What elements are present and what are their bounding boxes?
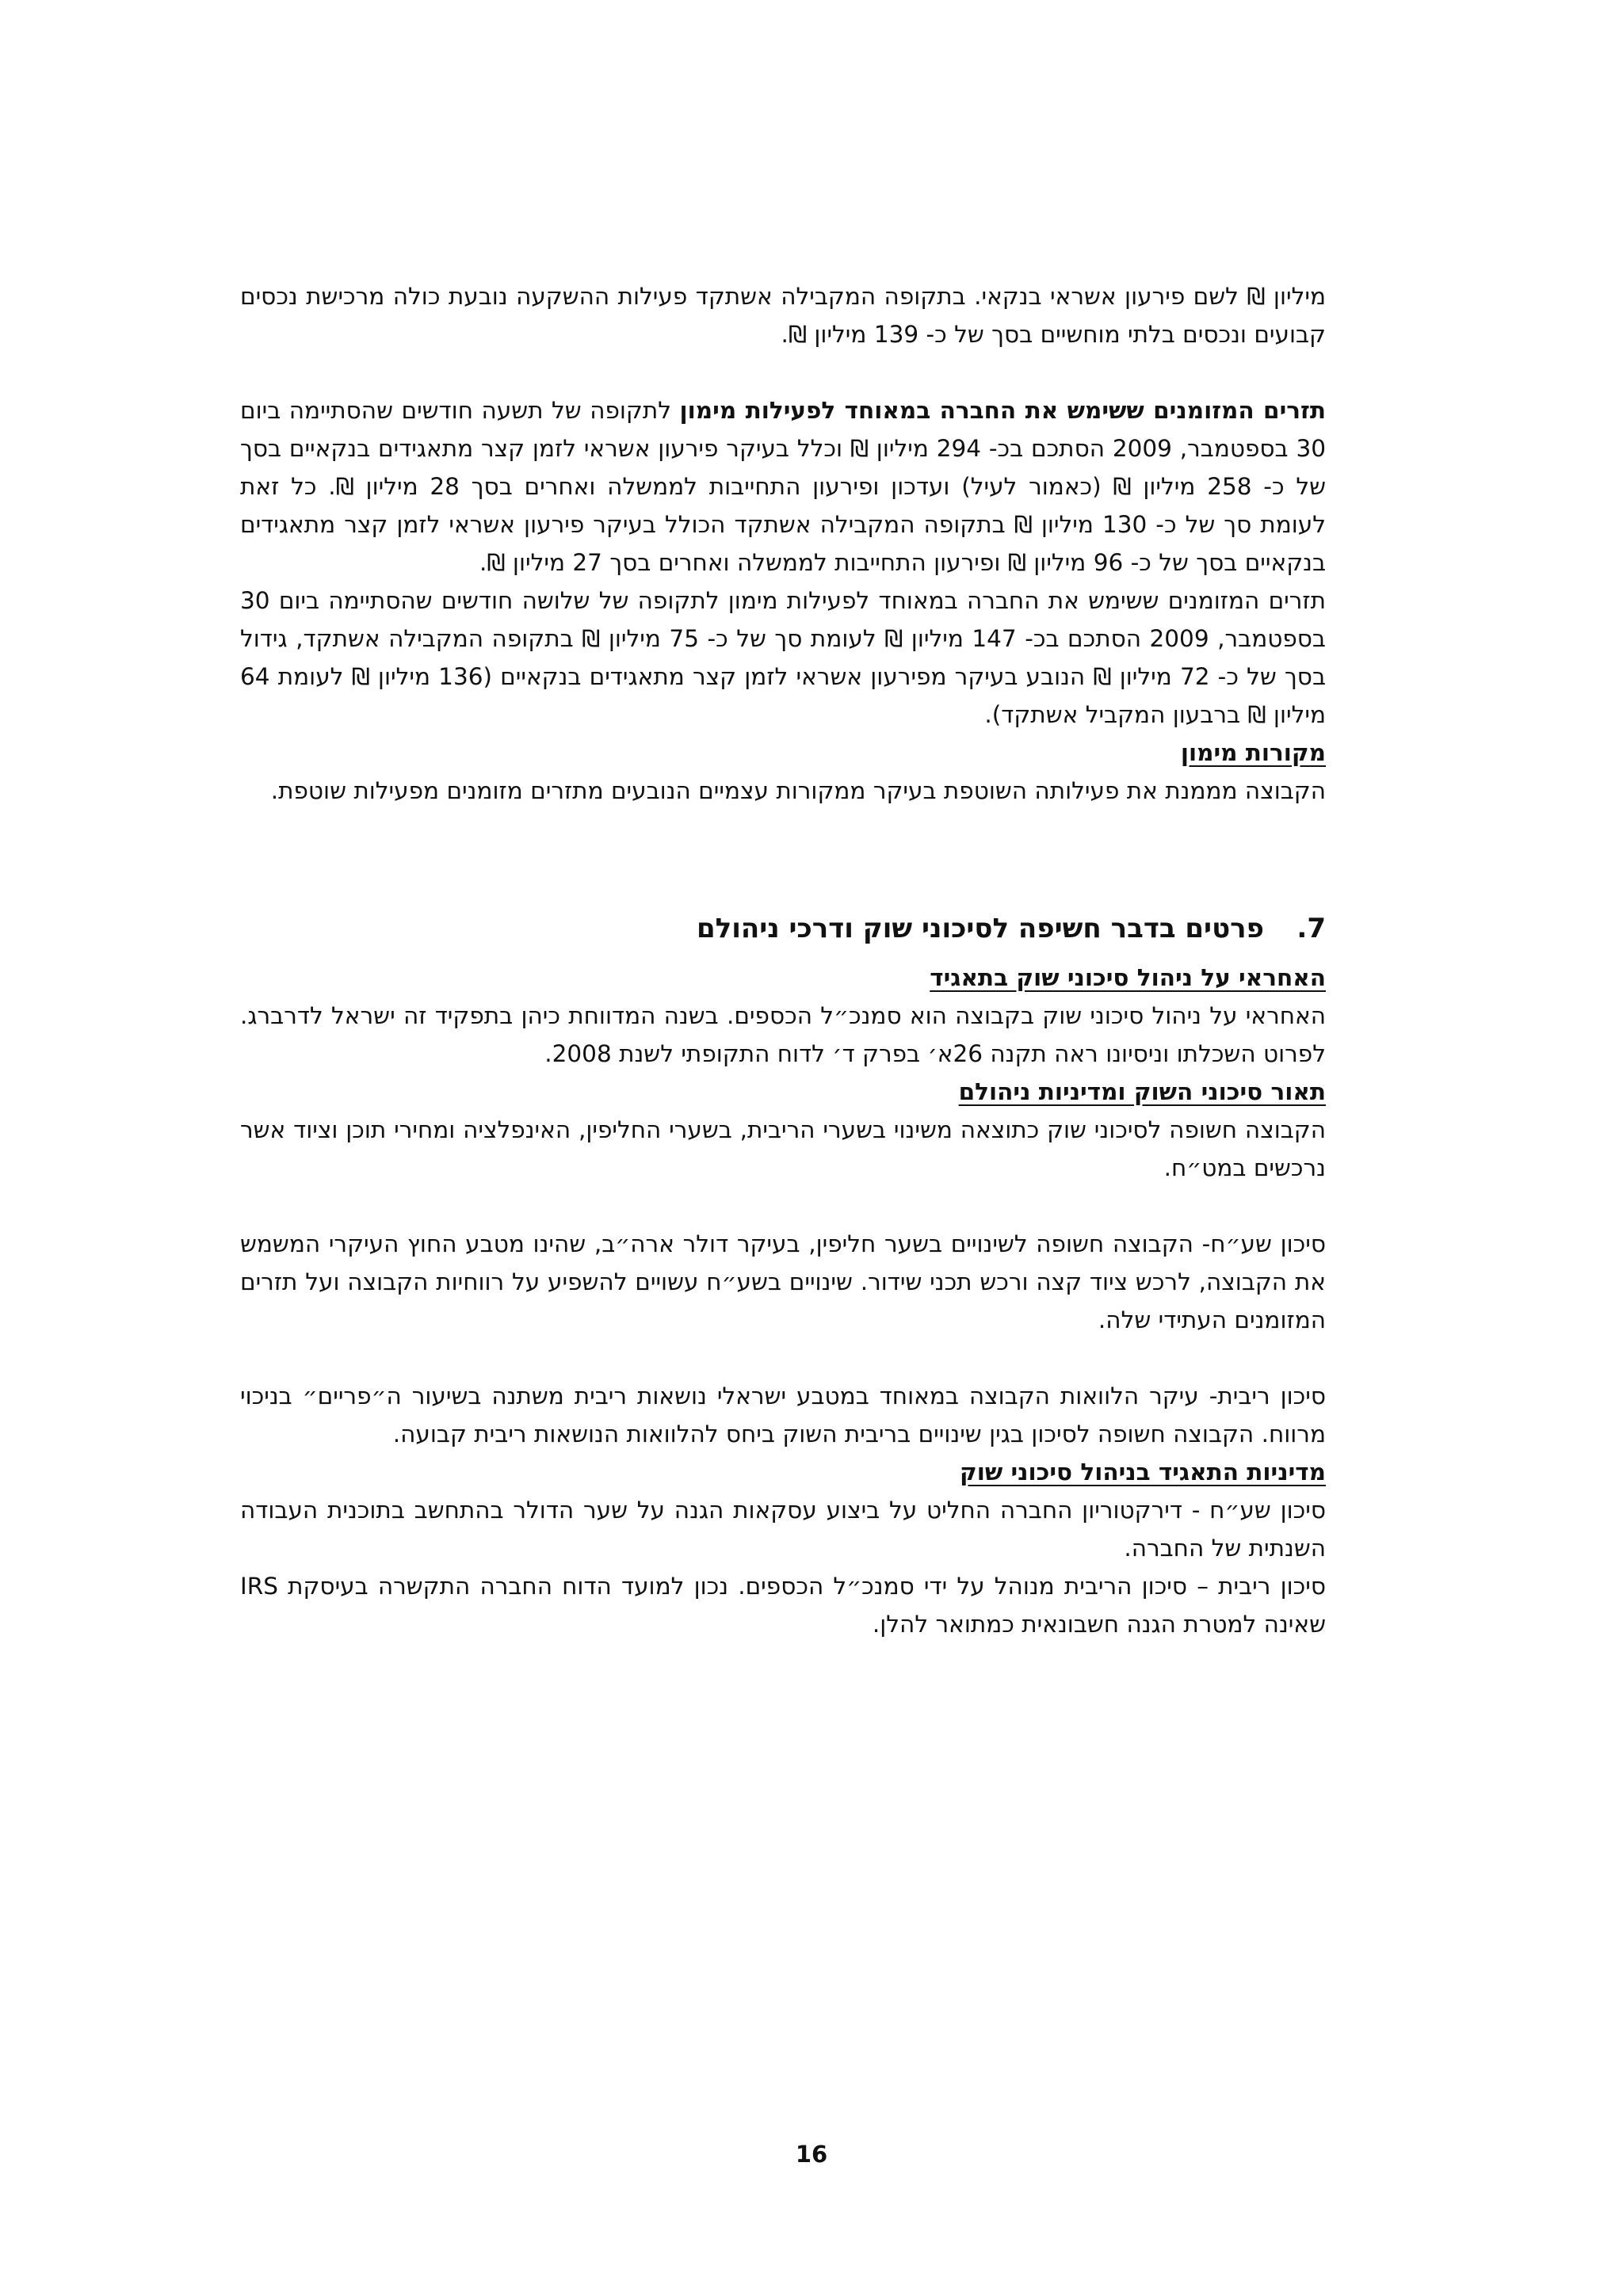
financing-cash-text: לתקופה של תשעה חודשים שהסתיימה ביום 30 בספטמבר, 2009 הסתכם בכ- 294 מיליון ₪ וכלל בעיקר פירעון אשראי לזמן קצר מתאגידים בנקאיים בסך של כ- 258 מיליון ₪ (כאמור לעיל) ועדכון ופירעון התחייבות לממשלה ואחרים בסך 28 מיליון ₪. כל זאת לעומת סך של כ- 130 מיליון ₪ בתקופה המקבילה אשתקד הכולל בעיקר פירעון אשראי לזמן קצר מתאגידים בנקאיים בסך של כ- 96 מיליון ₪ ופירעון התחייבות לממשלה ואחרים בסך 27 מיליון ₪. (240, 397, 1326, 576)
intro-paragraph: מיליון ₪ לשם פירעון אשראי בנקאי. בתקופה המקבילה אשתקד פעילות ההשקעה נובעת כולה מרכישת נכסים קבועים ונכסים בלתי מוחשיים בסך של כ- 139 מיליון ₪. (240, 283, 1326, 348)
fx-risk-paragraph: סיכון שע״ח- הקבוצה חשופה לשינויים בשער חליפין, בעיקר דולר ארה״ב, שהינו מטבע החוץ העיקרי המשמש את הקבוצה, לרכש ציוד קצה ורכש תכני שידור. שינויים בשע״ח עשויים להשפיע על רווחיות הקבוצה ועל תזרים המזומנים העתידי שלה. (240, 1230, 1326, 1333)
section-7-heading (240, 910, 1326, 948)
section-7-number: 7. (1296, 913, 1326, 944)
interest-policy-paragraph: סיכון ריבית – סיכון הריבית מנוהל על ידי סמנכ״ל הכספים. נכון למועד הדוח החברה התקשרה בעיסקת IRS שאינה למטרת הגנה חשבונאית כמתואר להלן. (240, 1573, 1326, 1638)
financing-cash-quarter-paragraph: תזרים המזומנים ששימש את החברה במאוחד לפעילות מימון לתקופה של שלושה חודשים שהסתיימה ביום 30 בספטמבר, 2009 הסתכם בכ- 147 מיליון ₪ לעומת סך של כ- 75 מיליון ₪ בתקופה המקבילה אשתקד, גידול בסך של כ- 72 מיליון ₪ הנובע בעיקר מפירעון אשראי לזמן קצר מתאגידים בנקאיים (136 מיליון ₪ לעומת 64 מיליון ₪ ברבעון המקביל אשתקד). (240, 587, 1326, 728)
page-number: 16 (795, 2141, 828, 2168)
responsible-heading: האחראי על ניהול סיכוני שוק בתאגיד (930, 964, 1326, 991)
risk-policy-heading: מדיניות התאגיד בניהול סיכוני שוק (959, 1459, 1326, 1486)
market-risk-description-heading: תאור סיכוני השוק ומדיניות ניהולם (958, 1078, 1326, 1105)
section-7-title: פרטים בדבר חשיפה לסיכוני שוק ודרכי ניהולם (696, 913, 1264, 944)
responsible-paragraph: האחראי על ניהול סיכוני שוק בקבוצה הוא סמנכ״ל הכספים. בשנה המדווחת כיהן בתפקיד זה ישראל לדרברג. לפרוט השכלתו וניסיונו ראה תקנה 26א׳ בפרק ד׳ לדוח התקופתי לשנת 2008. (240, 1002, 1326, 1067)
financing-cash-lead: תזרים המזומנים ששימש את החברה במאוחד לפעילות מימון (679, 397, 1326, 424)
market-risk-description-paragraph: הקבוצה חשופה לסיכוני שוק כתוצאה משינוי בשערי הריבית, בשערי החליפין, האינפלציה ומחירי תוכן וציוד אשר נרכשים במט״ח. (240, 1116, 1326, 1181)
funding-sources-paragraph: הקבוצה מממנת את פעילותה השוטפת בעיקר ממקורות עצמיים הנובעים מתזרים מזומנים מפעילות שוטפת. (270, 777, 1326, 804)
financing-cash-paragraph (240, 391, 1326, 582)
interest-risk-paragraph: סיכון ריבית- עיקר הלוואות הקבוצה במאוחד במטבע ישראלי נושאות ריבית משתנה בשיעור ה״פריים״ בניכוי מרווח. הקבוצה חשופה לסיכון בגין שינויים בריבית השוק ביחס להלוואות הנושאות ריבית קבועה. (240, 1383, 1326, 1447)
fx-policy-paragraph: סיכון שע״ח - דירקטוריון החברה החליט על ביצוע עסקאות הגנה על שער הדולר בהתחשב בתוכנית העבודה השנתית של החברה. (240, 1497, 1326, 1562)
funding-sources-heading: מקורות מימון (1180, 739, 1326, 766)
document-page (240, 277, 1326, 1643)
